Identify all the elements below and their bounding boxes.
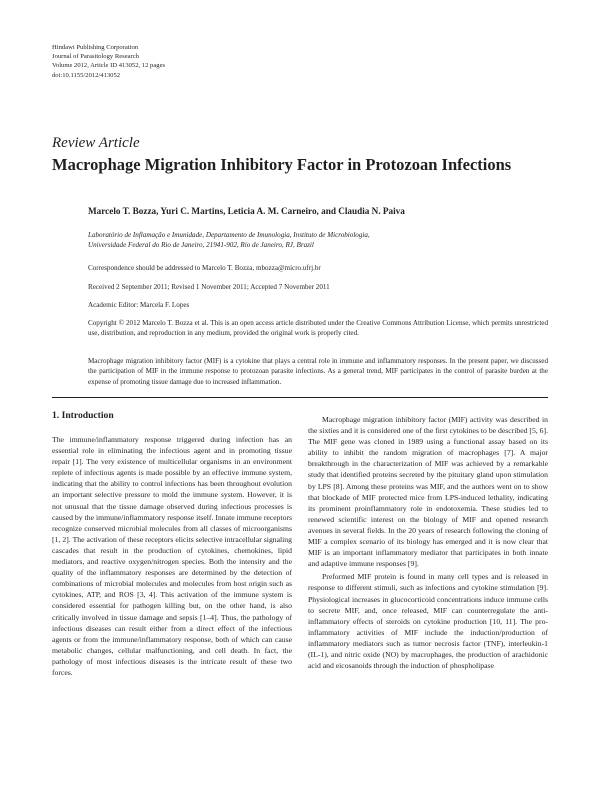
volume-info: Volume 2012, Article ID 413052, 12 pages: [52, 62, 166, 70]
article-type: Review Article: [52, 135, 140, 151]
body-paragraph: The immune/inflammatory response triggered during infection has an essential role in eliminating the infectious agent and in promoting tissue repair [1]. The very existence of multicellular organisms in an environment replete of infectious agents is made possible by an effective immune system, indicating that the ability to control infections has been throughout evolution an important selective pressure to mold the immune system. However, it is not unusual that the tissue damage observed during infectious processes is caused by the immune/inflammatory response itself. Innate immune receptors recognize conserved microbial molecules from all classes of microorganisms [1, 2]. The activation of these receptors elicits selective intracellular signaling cascades that result in the production of cytokines, chemokines, lipid mediators, and reactive oxygen/nitrogen species. Both the intensity and the quality of the inflammatory responses are determined by the detection of combinations of microbial molecules and molecules from host origin such as cytokines, ATP, and ROS [3, 4]. This activation of the immune system is considered essential for pathogen killing but, on the other hand, is also critically involved in tissue damage and sepsis [1–4]. Thus, the pathology of infectious diseases can result either from a direct effect of the infectious agents or from the immune/inflammatory response, both of which can cause metabolic changes, cellular malfunctioning, and cell death. In fact, the pathology of most infectious diseases is the intricate result of these two forces.: [52, 435, 292, 677]
body-column-right: [308, 414, 548, 671]
journal-name: Journal of Parasitology Research: [52, 53, 139, 61]
affiliation: [88, 230, 548, 251]
section-divider: [52, 397, 548, 398]
body-paragraph: Preformed MIF protein is found in many cell types and is released in response to different stimuli, such as infections and cytokine stimulation [9]. Physiological increases in glucocorticoid concentrations induce immune cells to secrete MIF, and, once released, MIF can counterregulate the anti-inflammatory effects of steroids on cytokine production [10, 11]. The pro-inflammatory activities of MIF include the induction/production of inflammatory mediators such as tumor necrosis factor (TNF), interleukin-1 (IL-1), and nitric oxide (NO) by macrophages, the production of arachidonic acid and eicosanoids through the induction of phospholipase: [308, 572, 548, 671]
correspondence: Correspondence should be addressed to Marcelo T. Bozza, mbozza@micro.ufrj.br: [88, 264, 321, 272]
body-paragraph: Macrophage migration inhibitory factor (MIF) activity was described in the sixties and it is considered one of the first cytokines to be described [5, 6]. The MIF gene was cloned in 1989 using a functional assay based on its ability to inhibit the random migration of macrophages [7]. A major breakthrough in the characterization of MIF was achieved by a remarkable study that identified proteins secreted by the pituitary gland upon stimulation by LPS [8]. Among these proteins was MIF, and the authors went on to show that blockade of MIF protected mice from LPS-induced lethality, indicating its prominent proinflammatory role in endotoxemia. These studies led to renewed scientific interest on the biology of MIF and opened research avenues in several fields. In the 20 years of research following the cloning of MIF a complex scenario of its biology has emerged and it is now clear that MIF is an important inflammatory mediator that participates in both innate and adaptive immune responses [9].: [308, 415, 548, 569]
article-title: Macrophage Migration Inhibitory Factor in Protozoan Infections: [52, 155, 512, 174]
affiliation-line: Laboratório de Inflamação e Imunidade, Departamento de Imunologia, Instituto de Microbiologia,: [88, 231, 370, 239]
copyright-notice: Copyright © 2012 Marcelo T. Bozza et al. This is an open access article distributed under the Creative Commons Attribution License, which permits unrestricted use, distribution, and reproduction in any medium, provided the original work is properly cited.: [88, 319, 548, 338]
affiliation-line: Universidade Federal do Rio de Janeiro, 21941-902, Rio de Janeiro, RJ, Brazil: [88, 241, 314, 250]
section-heading: 1. Introduction: [52, 410, 114, 421]
doi-link[interactable]: doi:10.1155/2012/413052: [52, 71, 121, 79]
academic-editor: Academic Editor: Marcela F. Lopes: [88, 301, 190, 309]
publisher-name: Hindawi Publishing Corporation: [52, 44, 139, 51]
journal-header: [52, 43, 165, 80]
author-list: Marcelo T. Bozza, Yuri C. Martins, Leticia A. M. Carneiro, and Claudia N. Paiva: [88, 206, 405, 216]
publication-dates: Received 2 September 2011; Revised 1 November 2011; Accepted 7 November 2011: [88, 283, 330, 291]
abstract: Macrophage migration inhibitory factor (MIF) is a cytokine that plays a central role in immune and inflammatory responses. In the present paper, we discussed the participation of MIF in the immune response to protozoan parasite infections. As a general trend, MIF participates in the control of parasite burden at the expense of promoting tissue damage due to increased inflammation.: [88, 357, 548, 386]
body-column-left: [52, 410, 292, 678]
